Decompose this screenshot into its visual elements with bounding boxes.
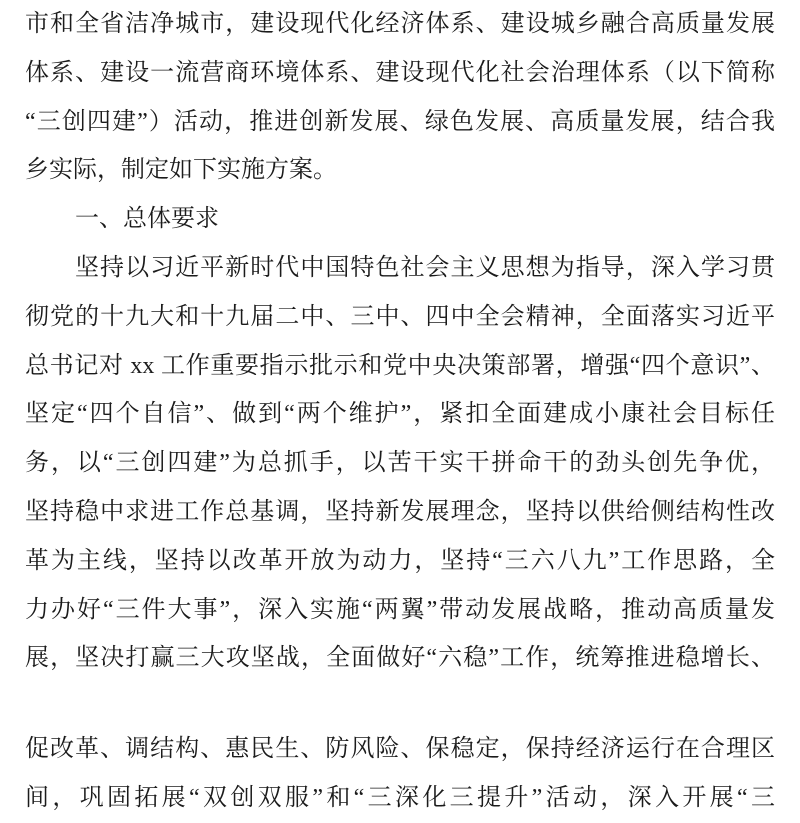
document-line: 坚持以习近平新时代中国特色社会主义思想为指导，深入学习贯	[75, 254, 775, 281]
document-line: 务，以“三创四建”为总抓手，以苦干实干拼命干的劲头创先争优，	[25, 450, 775, 477]
document-line: 展，坚决打赢三大攻坚战，全面做好“六稳”工作，统筹推进稳增长、	[25, 645, 775, 672]
document-line: 力办好“三件大事”，深入实施“两翼”带动发展战略，推动高质量发	[25, 596, 775, 623]
document-line: 革为主线，坚持以改革开放为动力，坚持“三六八九”工作思路，全	[25, 547, 775, 574]
section-heading: 一、总体要求	[75, 206, 219, 233]
document-line: 坚持稳中求进工作总基调，坚持新发展理念，坚持以供给侧结构性改	[25, 498, 775, 525]
document-line: 乡实际，制定如下实施方案。	[25, 157, 337, 184]
document-line: 坚定“四个自信”、做到“两个维护”，紧扣全面建成小康社会目标任	[25, 401, 775, 428]
document-line: 促改革、调结构、惠民生、防风险、保稳定，保持经济运行在合理区	[25, 736, 775, 763]
document-line: 市和全省洁净城市，建设现代化经济体系、建设城乡融合高质量发展	[25, 11, 775, 37]
document-line: “三创四建”）活动，推进创新发展、绿色发展、高质量发展，结合我	[25, 108, 775, 135]
document-line: 彻党的十九大和十九届二中、三中、四中全会精神，全面落实习近平	[25, 303, 775, 330]
document-line: 间，巩固拓展“双创双服”和“三深化三提升”活动，深入开展“三	[25, 784, 775, 811]
document-line: 总书记对 xx 工作重要指示批示和党中央决策部署，增强“四个意识”、	[25, 352, 775, 379]
document-page[interactable]	[25, 0, 775, 811]
document-line: 体系、建设一流营商环境体系、建设现代化社会治理体系（以下简称	[25, 59, 775, 86]
